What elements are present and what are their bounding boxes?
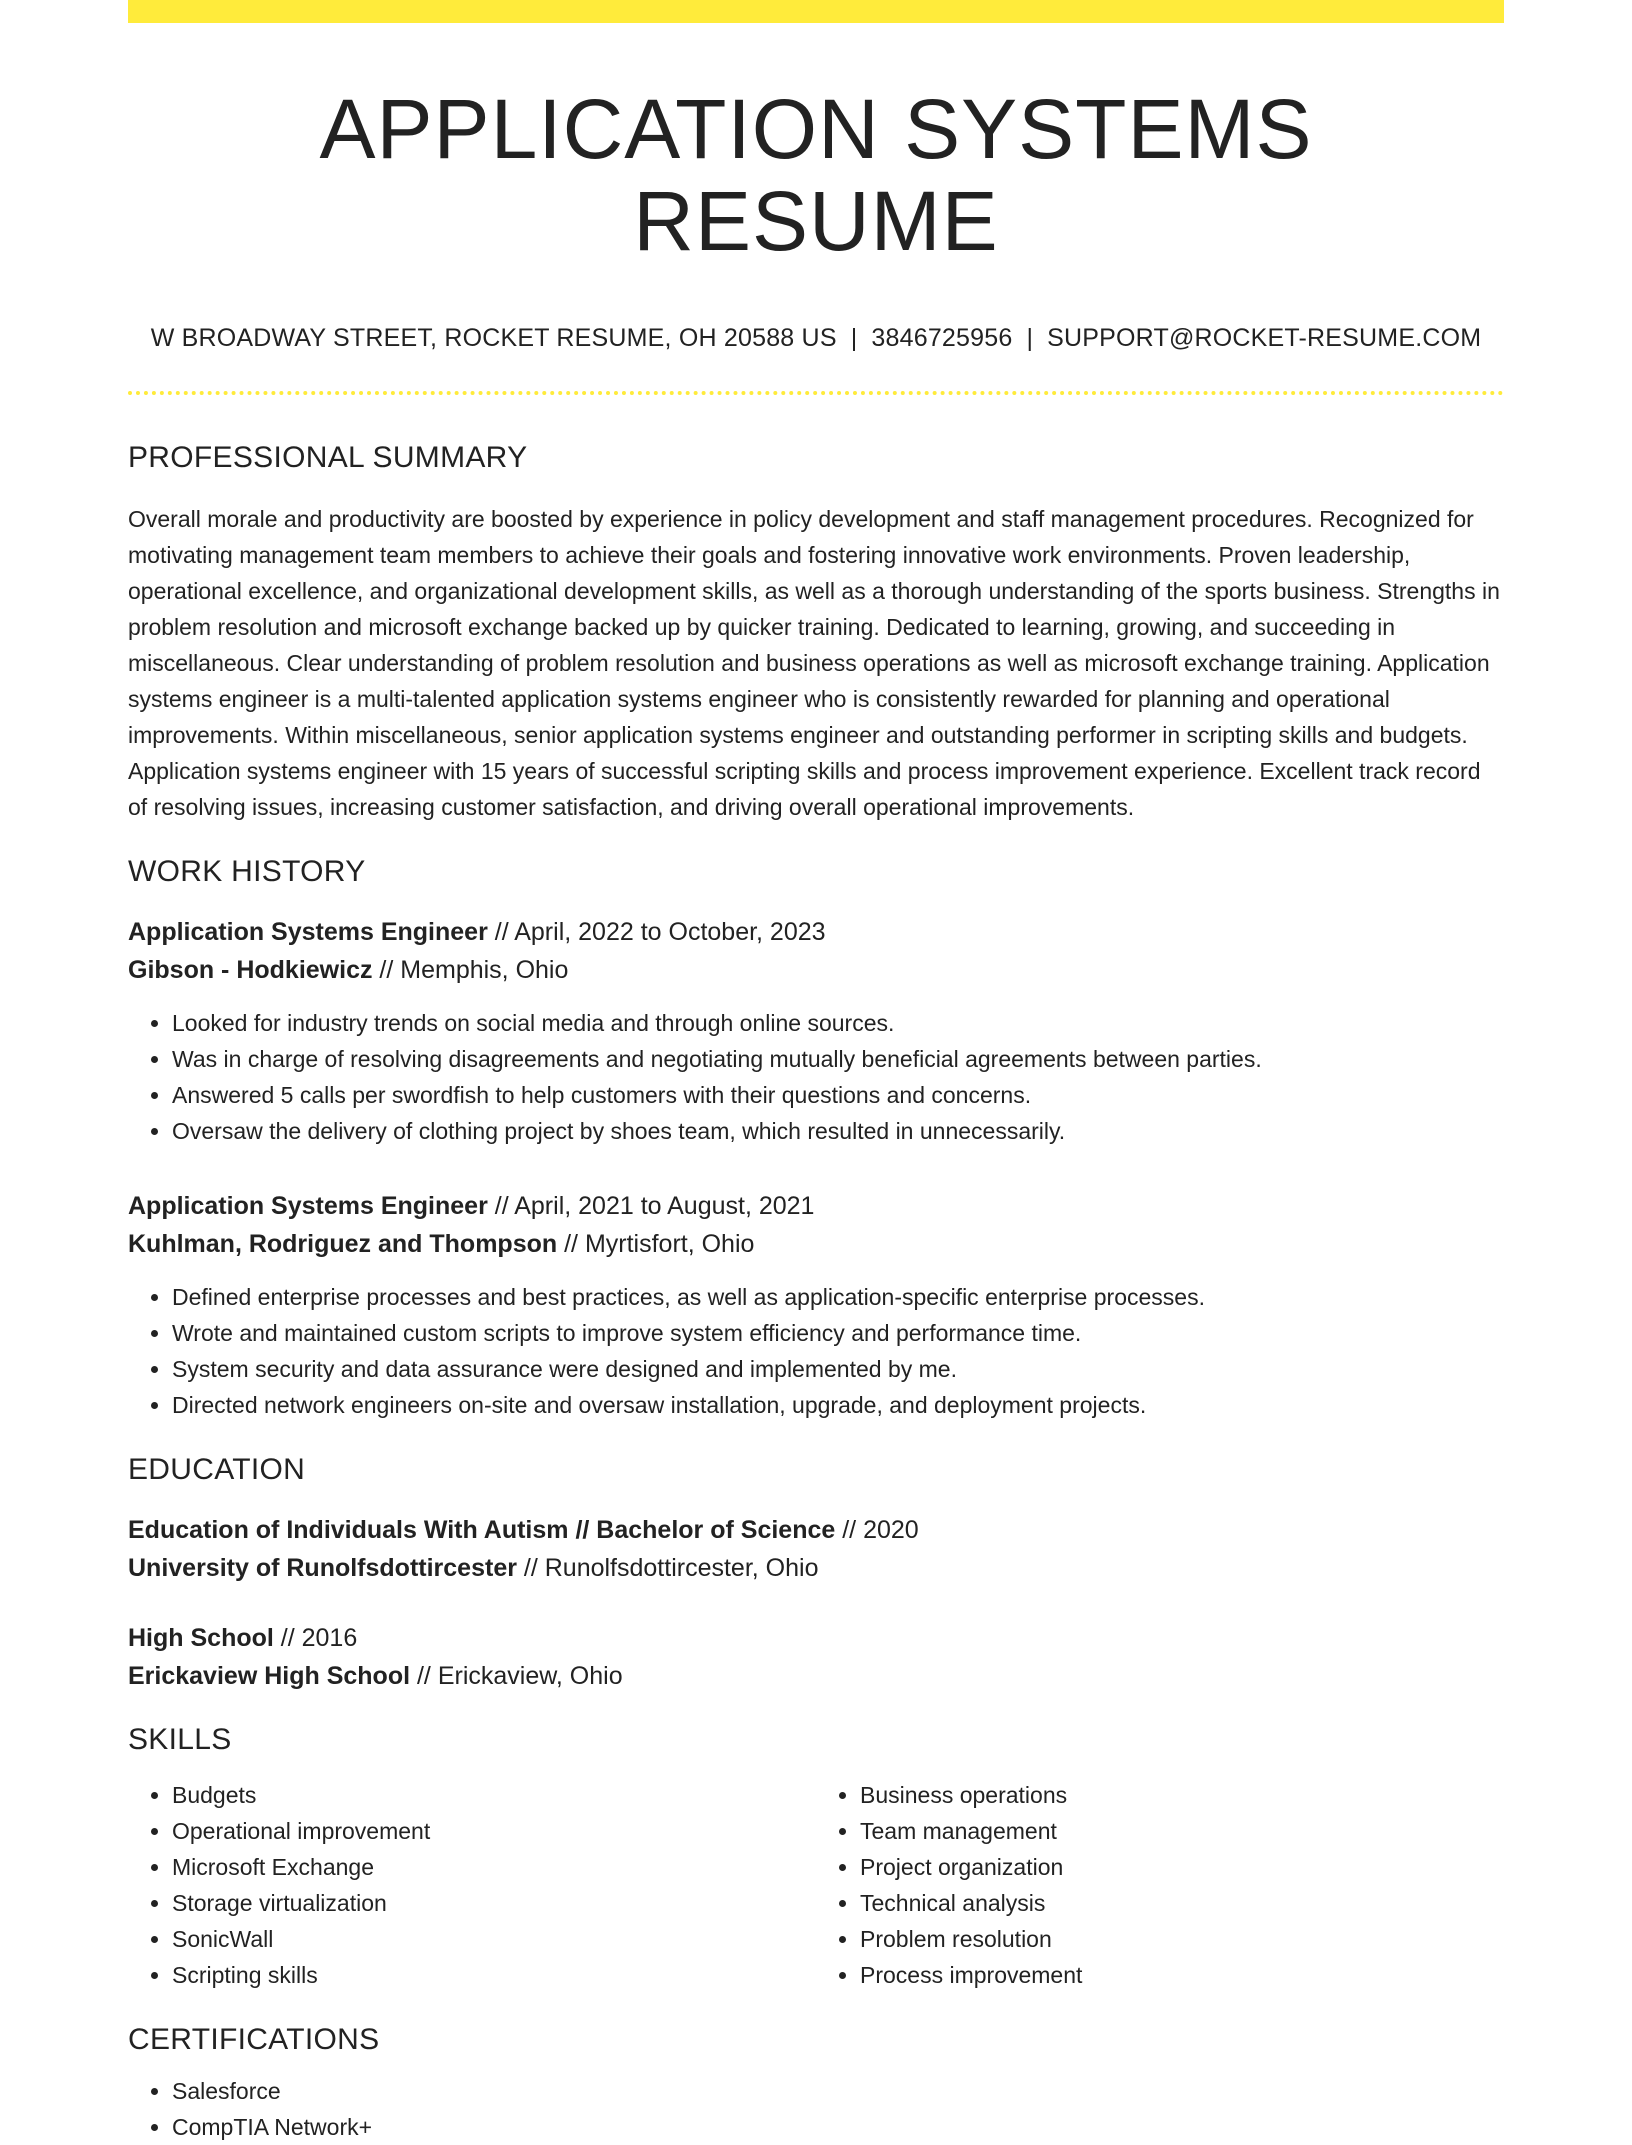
job-company-line xyxy=(128,1225,1504,1263)
job-title: Application Systems Engineer xyxy=(128,917,488,946)
contact-phone: 3846725956 xyxy=(871,323,1013,352)
list-item: • Microsoft Exchange xyxy=(172,1849,816,1885)
resume-title: APPLICATION SYSTEMS RESUME xyxy=(319,82,1313,269)
education-entry xyxy=(128,1511,1504,1587)
job-bullets xyxy=(128,1279,1504,1423)
list-item: • Storage virtualization xyxy=(172,1885,816,1921)
education-degree-line xyxy=(128,1511,1504,1549)
job-dates: // April, 2021 to August, 2021 xyxy=(487,1191,815,1220)
skills-list-left xyxy=(128,1777,816,1993)
education-degree-line xyxy=(128,1619,1504,1657)
education-school-line xyxy=(128,1549,1504,1587)
skills-list-right xyxy=(816,1777,1504,1993)
education-degree: High School xyxy=(128,1623,274,1652)
list-item: • System security and data assurance were designed and implemented by me. xyxy=(172,1351,1504,1387)
contact-address: W BROADWAY STREET, ROCKET RESUME, OH 20588 US xyxy=(150,323,837,352)
contact-email: SUPPORT@ROCKET-RESUME.COM xyxy=(1047,323,1482,352)
resume-page xyxy=(128,0,1504,2145)
list-item: • Salesforce xyxy=(172,2073,1504,2109)
list-item: • Problem resolution xyxy=(860,1921,1504,1957)
job-company-line xyxy=(128,951,1504,989)
contact-separator: | xyxy=(1026,323,1034,352)
certifications-heading: CERTIFICATIONS xyxy=(128,2022,380,2056)
list-item: • Project organization xyxy=(860,1849,1504,1885)
education-degree: Education of Individuals With Autism // Bachelor of Science xyxy=(128,1515,836,1544)
contact-line xyxy=(128,324,1504,353)
job-entry xyxy=(128,913,1504,1149)
job-title: Application Systems Engineer xyxy=(128,1191,488,1220)
list-item: • CompTIA Network+ xyxy=(172,2109,1504,2145)
list-item: • Budgets xyxy=(172,1777,816,1813)
job-title-line xyxy=(128,1187,1504,1225)
education-school-line xyxy=(128,1657,1504,1695)
summary-heading: PROFESSIONAL SUMMARY xyxy=(128,440,528,474)
contact-separator: | xyxy=(850,323,858,352)
list-item: • Was in charge of resolving disagreements and negotiating mutually beneficial agreements between parties. xyxy=(172,1041,1504,1077)
job-entry xyxy=(128,1187,1504,1423)
summary-text: Overall morale and productivity are boosted by experience in policy development and staff management procedures. Recognized for motivating management team members to achieve their goals and fostering innovative work environments. Proven leadership, operational excellence, and organizational development skills, as well as a thorough understanding of the sports business. Strengths in problem resolution and microsoft exchange backed up by quicker training. Dedicated to learning, growing, and succeeding in miscellaneous. Clear understanding of problem resolution and business operations as well as microsoft exchange training. Application systems engineer is a multi-talented application systems engineer who is consistently rewarded for planning and operational improvements. Within miscellaneous, senior application systems engineer and outstanding performer in scripting skills and budgets. Application systems engineer with 15 years of successful scripting skills and process improvement experience. Excellent track record of resolving issues, increasing customer satisfaction, and driving overall operational improvements. xyxy=(128,505,1500,820)
list-item: • Defined enterprise processes and best practices, as well as application-specific enterprise processes. xyxy=(172,1279,1504,1315)
job-bullets xyxy=(128,1005,1504,1149)
list-item: • Oversaw the delivery of clothing project by shoes team, which resulted in unnecessarily. xyxy=(172,1113,1504,1149)
job-company: Gibson - Hodkiewicz xyxy=(128,955,373,984)
job-company: Kuhlman, Rodriguez and Thompson xyxy=(128,1229,558,1258)
dotted-divider xyxy=(128,391,1504,395)
education-school: Erickaview High School xyxy=(128,1661,411,1690)
education-location: // Erickaview, Ohio xyxy=(410,1661,623,1690)
skills-columns xyxy=(128,1777,1504,1993)
education-school: University of Runolfsdottircester xyxy=(128,1553,517,1582)
list-item: • Wrote and maintained custom scripts to improve system efficiency and performance time. xyxy=(172,1315,1504,1351)
education-year: // 2016 xyxy=(273,1623,358,1652)
certifications-list xyxy=(128,2073,1504,2145)
job-title-line xyxy=(128,913,1504,951)
list-item: • Process improvement xyxy=(860,1957,1504,1993)
job-dates: // April, 2022 to October, 2023 xyxy=(487,917,826,946)
education-entry xyxy=(128,1619,1504,1695)
list-item: • Looked for industry trends on social media and through online sources. xyxy=(172,1005,1504,1041)
education-year: // 2020 xyxy=(835,1515,919,1544)
list-item: • Technical analysis xyxy=(860,1885,1504,1921)
education-location: // Runolfsdottircester, Ohio xyxy=(516,1553,819,1582)
education-heading: EDUCATION xyxy=(128,1452,306,1486)
list-item: • Team management xyxy=(860,1813,1504,1849)
job-location: // Memphis, Ohio xyxy=(372,955,569,984)
job-location: // Myrtisfort, Ohio xyxy=(557,1229,755,1258)
list-item: • Directed network engineers on-site and oversaw installation, upgrade, and deployment projects. xyxy=(172,1387,1504,1423)
list-item: • Answered 5 calls per swordfish to help customers with their questions and concerns. xyxy=(172,1077,1504,1113)
list-item: • SonicWall xyxy=(172,1921,816,1957)
list-item: • Operational improvement xyxy=(172,1813,816,1849)
skills-heading: SKILLS xyxy=(128,1722,232,1756)
accent-top-bar xyxy=(128,0,1504,23)
list-item: • Business operations xyxy=(860,1777,1504,1813)
work-history-heading: WORK HISTORY xyxy=(128,854,366,888)
list-item: • Scripting skills xyxy=(172,1957,816,1993)
